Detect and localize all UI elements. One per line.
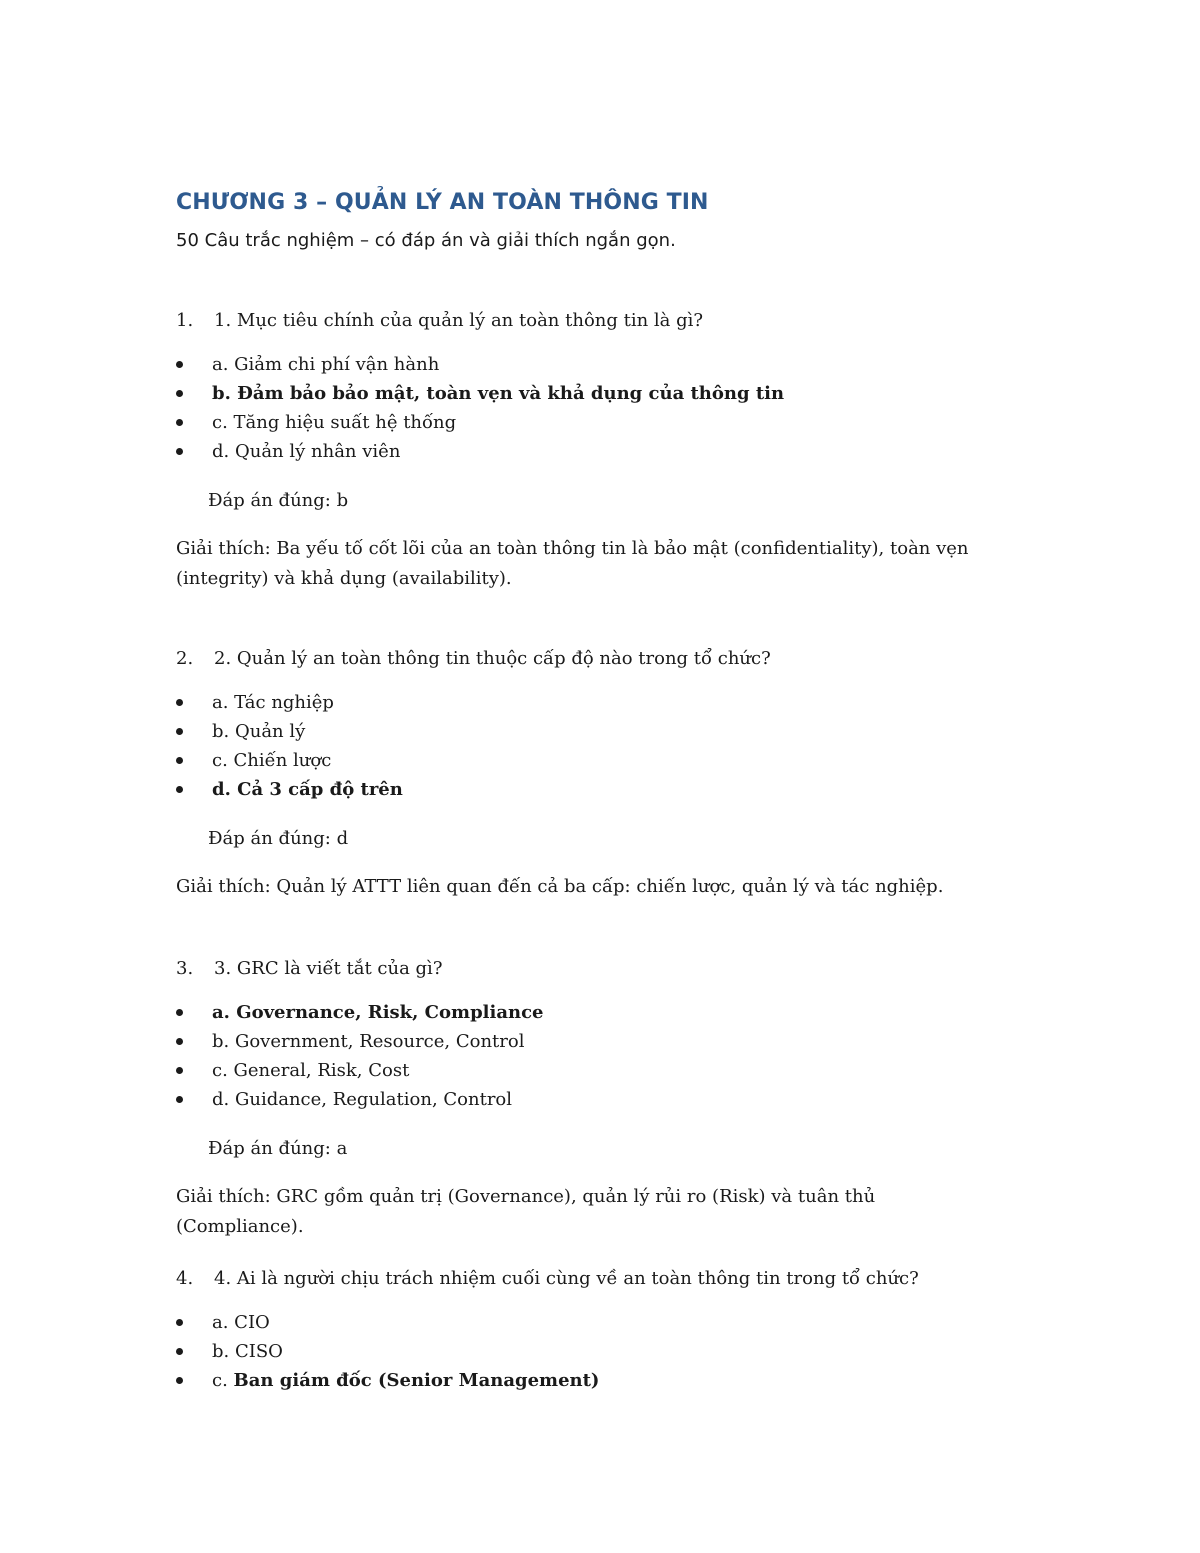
option-list (176, 998, 1036, 1114)
option-list (176, 350, 1036, 466)
question-number: 2. (176, 648, 194, 669)
option-text: c. Tăng hiệu suất hệ thống (212, 412, 457, 433)
option-list (176, 688, 1036, 804)
option-text: b. CISO (212, 1341, 283, 1362)
bullet-icon (176, 786, 183, 793)
question-text: 1. Mục tiêu chính của quản lý an toàn thông tin là gì? (214, 310, 704, 331)
question-2 (176, 644, 1036, 902)
option-a (176, 998, 1036, 1027)
option-c (176, 408, 1036, 437)
option-letter: c. (212, 1370, 228, 1391)
option-text: c. General, Risk, Cost (212, 1060, 410, 1081)
option-text: a. Giảm chi phí vận hành (212, 354, 440, 375)
option-a (176, 688, 1036, 717)
option-text: d. Quản lý nhân viên (212, 441, 401, 462)
explanation: Giải thích: GRC gồm quản trị (Governance), quản lý rủi ro (Risk) và tuân thủ (Compliance). (176, 1186, 876, 1237)
chapter-subtitle: 50 Câu trắc nghiệm – có đáp án và giải thích ngắn gọn. (176, 230, 676, 251)
question-text: 3. GRC là viết tắt của gì? (214, 958, 443, 979)
option-a (176, 350, 1036, 379)
question-heading (176, 1264, 1036, 1294)
option-text: b. Quản lý (212, 721, 306, 742)
chapter-title: CHƯƠNG 3 – QUẢN LÝ AN TOÀN THÔNG TIN (176, 190, 709, 215)
bullet-icon (176, 1096, 183, 1103)
option-b (176, 1027, 1036, 1056)
bullet-icon (176, 1348, 183, 1355)
option-a (176, 1308, 1036, 1337)
question-number: 3. (176, 958, 194, 979)
bullet-icon (176, 1009, 183, 1016)
bullet-icon (176, 728, 183, 735)
option-text: b. Government, Resource, Control (212, 1031, 525, 1052)
option-list (176, 1308, 1036, 1395)
bullet-icon (176, 1038, 183, 1045)
option-text-correct: b. Đảm bảo bảo mật, toàn vẹn và khả dụng của thông tin (212, 383, 785, 404)
explanation: Giải thích: Quản lý ATTT liên quan đến cả ba cấp: chiến lược, quản lý và tác nghiệp. (176, 876, 944, 897)
option-text (212, 1366, 599, 1395)
bullet-icon (176, 448, 183, 455)
bullet-icon (176, 1377, 183, 1384)
option-d (176, 437, 1036, 466)
bullet-icon (176, 419, 183, 426)
option-text: a. CIO (212, 1312, 270, 1333)
option-text: a. Tác nghiệp (212, 692, 334, 713)
question-heading (176, 644, 1036, 674)
option-b (176, 717, 1036, 746)
option-d (176, 775, 1036, 804)
option-text-correct: d. Cả 3 cấp độ trên (212, 779, 403, 800)
question-1 (176, 306, 1036, 594)
option-text: c. Chiến lược (212, 750, 332, 771)
question-heading (176, 954, 1036, 984)
answer-line: Đáp án đúng: d (208, 828, 349, 849)
answer-line: Đáp án đúng: a (208, 1138, 348, 1159)
question-heading (176, 306, 1036, 336)
question-number: 4. (176, 1268, 194, 1289)
bullet-icon (176, 757, 183, 764)
option-c (176, 746, 1036, 775)
bullet-icon (176, 390, 183, 397)
question-4 (176, 1264, 1036, 1395)
bullet-icon (176, 699, 183, 706)
bullet-icon (176, 361, 183, 368)
question-number: 1. (176, 310, 194, 331)
option-d (176, 1085, 1036, 1114)
option-c (176, 1366, 1036, 1395)
explanation: Giải thích: Ba yếu tố cốt lõi của an toàn thông tin là bảo mật (confidentiality), toàn vẹn (integrity) và khả dụng (availability). (176, 538, 969, 589)
question-text: 2. Quản lý an toàn thông tin thuộc cấp độ nào trong tổ chức? (214, 648, 771, 669)
option-text-correct: a. Governance, Risk, Compliance (212, 1002, 544, 1023)
option-text-correct: Ban giám đốc (Senior Management) (233, 1370, 600, 1391)
option-b (176, 379, 1036, 408)
option-text: d. Guidance, Regulation, Control (212, 1089, 513, 1110)
option-b (176, 1337, 1036, 1366)
option-c (176, 1056, 1036, 1085)
answer-line: Đáp án đúng: b (208, 490, 349, 511)
question-text: 4. Ai là người chịu trách nhiệm cuối cùng về an toàn thông tin trong tổ chức? (214, 1268, 919, 1289)
bullet-icon (176, 1067, 183, 1074)
question-3 (176, 954, 1036, 1242)
bullet-icon (176, 1319, 183, 1326)
